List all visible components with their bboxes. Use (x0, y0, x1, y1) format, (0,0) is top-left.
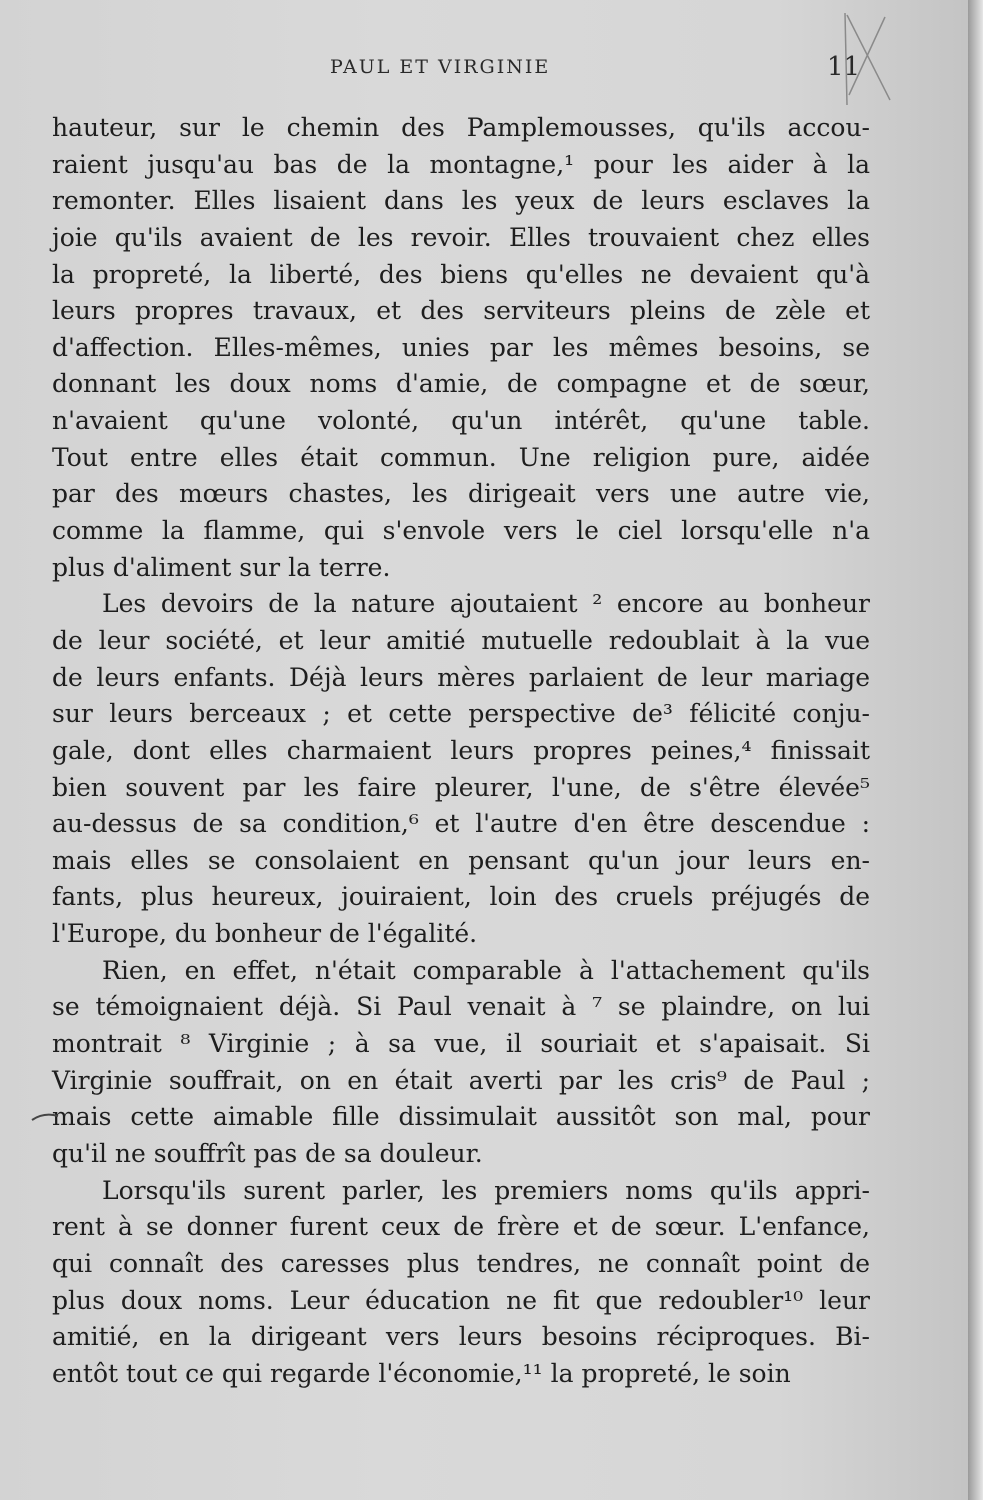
text-line: Virginie souffrait, on en était averti par les cris⁹ de Paul ; (52, 1065, 870, 1095)
text-line: mais cette aimable fille dissimulait aussitôt son mal, pour (52, 1102, 870, 1132)
text-line: Lorsqu'ils surent parler, les premiers noms qu'ils appri- (102, 1175, 870, 1205)
text-line: gale, dont elles charmaient leurs propres peines,⁴ finissait (52, 735, 870, 765)
text-line: mais elles se consolaient en pensant qu'un jour leurs en- (52, 845, 870, 875)
text-line: Les devoirs de la nature ajoutaient ² encore au bonheur (102, 589, 870, 619)
text-line: se témoignaient déjà. Si Paul venait à ⁷ se plaindre, on lui (52, 992, 870, 1022)
text-line: l'Europe, du bonheur de l'égalité. (52, 919, 478, 949)
page-edge-shadow (968, 0, 983, 1500)
text-line: d'affection. Elles-mêmes, unies par les mêmes besoins, se (52, 332, 870, 362)
body-text (52, 110, 870, 1392)
text-line: de leur société, et leur amitié mutuelle redoublait à la vue (52, 625, 870, 655)
text-line: leurs propres travaux, et des serviteurs pleins de zèle et (52, 296, 870, 326)
page-number: 11 (827, 52, 861, 82)
text-line: fants, plus heureux, jouiraient, loin des cruels préjugés de (52, 882, 870, 912)
text-line: qui connaît des caresses plus tendres, ne connaît point de (52, 1248, 870, 1278)
running-head (0, 52, 968, 82)
text-line: raient jusqu'au bas de la montagne,¹ pour les aider à la (52, 149, 870, 179)
text-line: au-dessus de sa condition,⁶ et l'autre d'en être descendue : (52, 809, 870, 839)
paragraph (52, 586, 870, 952)
text-line: plus d'aliment sur la terre. (52, 552, 391, 582)
pencil-corner-mark (835, 5, 895, 110)
text-line: joie qu'ils avaient de les revoir. Elles trouvaient chez elles (52, 222, 870, 252)
text-line: par des mœurs chastes, les dirigeait vers une autre vie, (52, 479, 870, 509)
text-line: rent à se donner furent ceux de frère et de sœur. L'enfance, (52, 1212, 870, 1242)
text-line: comme la flamme, qui s'envole vers le ciel lorsqu'elle n'a (52, 516, 870, 546)
paragraph (52, 953, 870, 1173)
text-line: amitié, en la dirigeant vers leurs besoins réciproques. Bi- (52, 1322, 870, 1352)
paragraph (52, 110, 870, 586)
text-line: la propreté, la liberté, des biens qu'elles ne devaient qu'à (52, 259, 870, 289)
text-line: bien souvent par les faire pleurer, l'une, de s'être élevée⁵ (52, 772, 870, 802)
text-line: n'avaient qu'une volonté, qu'un intérêt, qu'une table. (52, 406, 870, 436)
text-line: hauteur, sur le chemin des Pamplemousses, qu'ils accou- (52, 113, 870, 142)
text-line: Tout entre elles était commun. Une religion pure, aidée (52, 442, 870, 472)
margin-dash-mark (30, 1110, 60, 1124)
text-line: entôt tout ce qui regarde l'économie,¹¹ la propreté, le soin (52, 1358, 791, 1388)
text-line: montrait ⁸ Virginie ; à sa vue, il souriait et s'apaisait. Si (52, 1029, 870, 1059)
text-line: qu'il ne souffrît pas de sa douleur. (52, 1138, 483, 1168)
text-line: plus doux noms. Leur éducation ne fit que redoubler¹⁰ leur (52, 1285, 870, 1315)
text-line: de leurs enfants. Déjà leurs mères parlaient de leur mariage (52, 662, 870, 692)
text-line: remonter. Elles lisaient dans les yeux de leurs esclaves la (52, 186, 870, 216)
paragraph (52, 1173, 870, 1393)
text-line: Rien, en effet, n'était comparable à l'attachement qu'ils (102, 955, 870, 985)
text-line: sur leurs berceaux ; et cette perspective de³ félicité conju- (52, 699, 870, 729)
text-line: donnant les doux noms d'amie, de compagne et de sœur, (52, 369, 870, 399)
running-title: PAUL ET VIRGINIE (330, 56, 551, 78)
